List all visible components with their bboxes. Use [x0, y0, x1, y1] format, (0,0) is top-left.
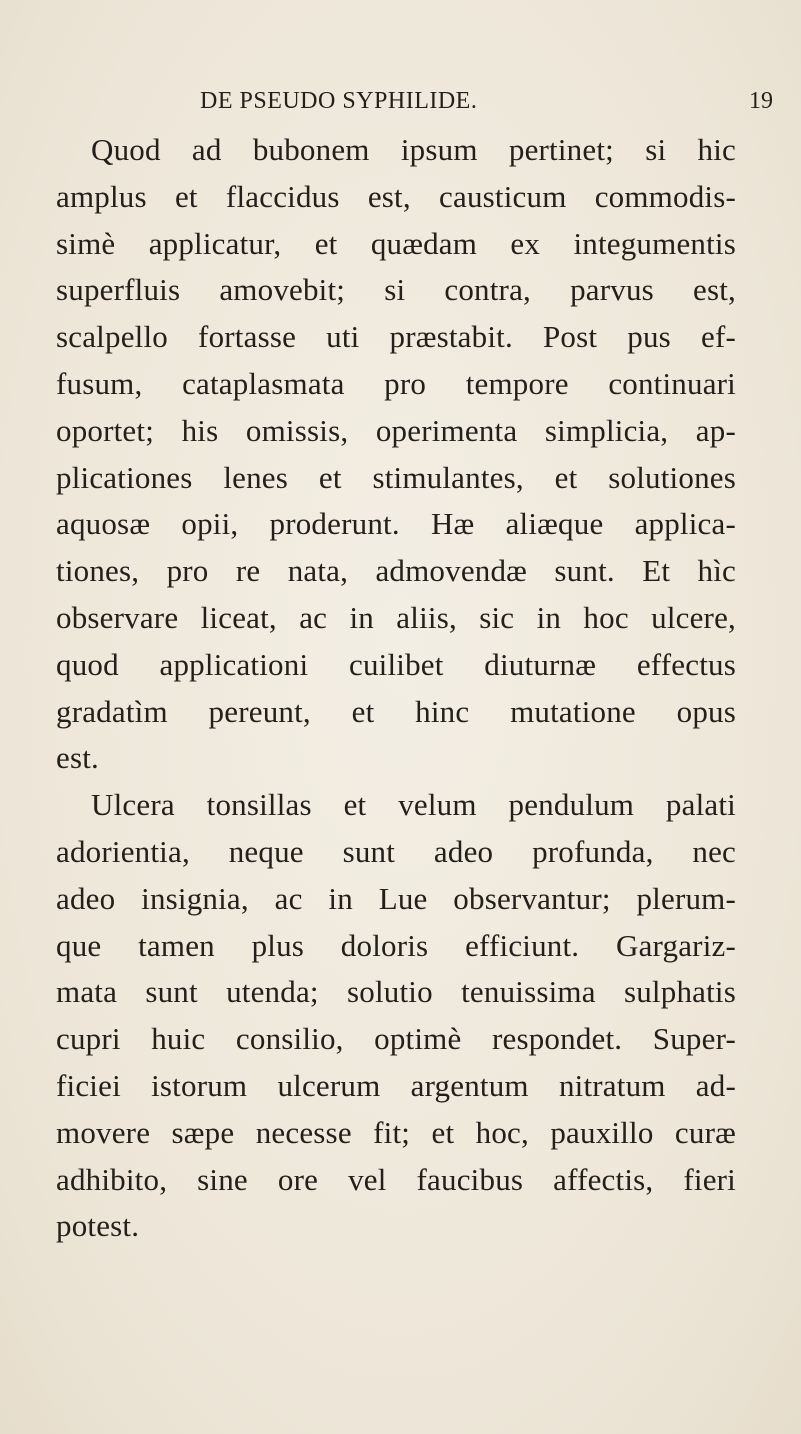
text-line: cupri huic consilio, optimè respondet. Super-	[56, 1021, 736, 1057]
text-line: que tamen plus doloris efficiunt. Gargariz-	[56, 927, 736, 963]
text-line: simè applicatur, et quædam ex integumentis	[56, 225, 736, 261]
body-text	[56, 127, 736, 1250]
text-line: aquosæ opii, proderunt. Hæ aliæque applica-	[56, 506, 736, 542]
text-line: ficiei istorum ulcerum argentum nitratum ad-	[56, 1067, 736, 1103]
text-line: quod applicationi cuilibet diuturnæ effectus	[56, 646, 736, 682]
text-line: Ulcera tonsillas et velum pendulum palati	[91, 787, 736, 823]
text-line: amplus et flaccidus est, causticum commodis-	[56, 178, 736, 214]
text-line: tiones, pro re nata, admovendæ sunt. Et hìc	[56, 553, 736, 589]
text-line: potest.	[56, 1208, 140, 1244]
text-line: scalpello fortasse uti præstabit. Post pus ef-	[56, 319, 736, 355]
text-line: gradatìm pereunt, et hinc mutatione opus	[56, 693, 736, 729]
page-number: 19	[749, 88, 773, 114]
text-line: observare liceat, ac in aliis, sic in hoc ulcere,	[56, 599, 736, 635]
text-line: fusum, cataplasmata pro tempore continuari	[56, 365, 736, 401]
text-line: Quod ad bubonem ipsum pertinet; si hic	[91, 132, 736, 167]
page-header	[0, 88, 801, 118]
text-line: est.	[56, 740, 99, 776]
running-title: DE PSEUDO SYPHILIDE.	[200, 88, 478, 114]
text-line: oportet; his omissis, operimenta simplicia, ap-	[56, 412, 736, 448]
text-line: movere sæpe necesse fit; et hoc, pauxillo curæ	[56, 1114, 736, 1150]
text-line: mata sunt utenda; solutio tenuissima sulphatis	[56, 974, 736, 1010]
text-line: adorientia, neque sunt adeo profunda, nec	[56, 833, 736, 869]
text-line: adhibito, sine ore vel faucibus affectis, fieri	[56, 1161, 736, 1197]
text-line: adeo insignia, ac in Lue observantur; plerum-	[56, 880, 736, 916]
text-line: superfluis amovebit; si contra, parvus est,	[56, 272, 736, 308]
text-line: plicationes lenes et stimulantes, et solutiones	[56, 459, 736, 495]
